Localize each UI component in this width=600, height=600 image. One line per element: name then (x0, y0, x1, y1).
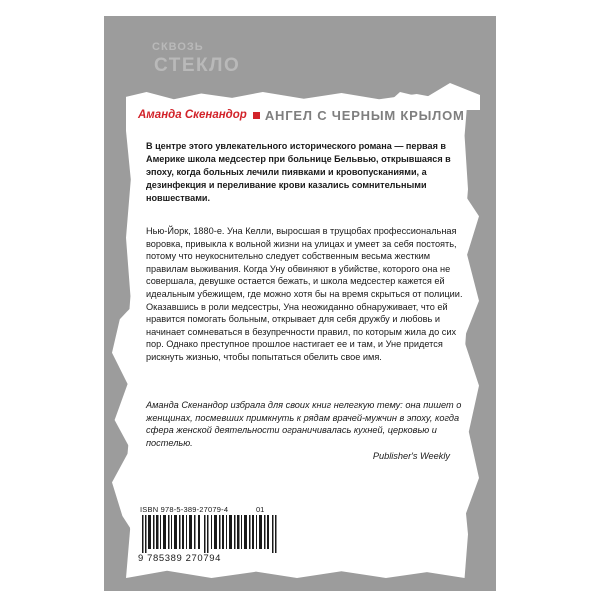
series-logo-line1: СКВОЗЬ (152, 41, 204, 53)
isbn-label: ISBN 978-5-389-27079-4 (140, 505, 229, 514)
book-title: АНГЕЛ С ЧЕРНЫМ КРЫЛОМ (264, 107, 465, 123)
review-source: Publisher's Weekly (372, 451, 450, 461)
barcode-block (136, 505, 286, 565)
author-name: Аманда Скенандор (138, 109, 247, 121)
barcode-addon: 01 (256, 505, 265, 514)
series-logo (152, 40, 244, 84)
review-quote: Аманда Скенандор избрала для своих книг нелегкую тему: она пишет о женщинах, посмевших примкнуть к рядам врачей-мужчин в эпоху, когда сфера женской деятельности ограничивалась кухней, церковью и постелью. (146, 400, 462, 448)
synopsis-paragraph: Нью-Йорк, 1880-е. Уна Келли, выросшая в трущобах профессиональная воровка, привыкла к вольной жизни на улицах и умеет за себя постоять, потому что неукоснительно следует собственным весьма жестким правилам выживания. Когда Уну обвиняют в убийстве, которого она не совершала, девушке остается бежать, и школа медсестер кажется ей идеальным убежищем, где можно хотя бы на время скрыться от полиции. Оказавшись в роли медсестры, Уна неожиданно обнаруживает, что ей нравится помогать больным, открывает для себя дружбу и любовь и начинает сомневаться в безупречности правил, по которым жила до сих пор. Однако преступное прошлое настигает ее и там, и Уне придется рискнуть жизнью, чтобы попытаться обелить свое имя. (146, 226, 463, 362)
separator-square-icon (253, 112, 260, 119)
barcode-digits: 9 785389 270794 (138, 553, 221, 564)
series-logo-line2: СТЕКЛО (154, 55, 241, 76)
barcode-icon (142, 515, 280, 553)
book-header (138, 105, 468, 125)
lead-paragraph: В центре этого увлекательного исторического романа — первая в Америке школа медсестер при больнице Бельвью, открывшаяся в эпоху, когда больных лечили пиявками и кровопусканиями, а дезинфекция и переливание крови казались сомнительными новшествами. (146, 141, 451, 203)
